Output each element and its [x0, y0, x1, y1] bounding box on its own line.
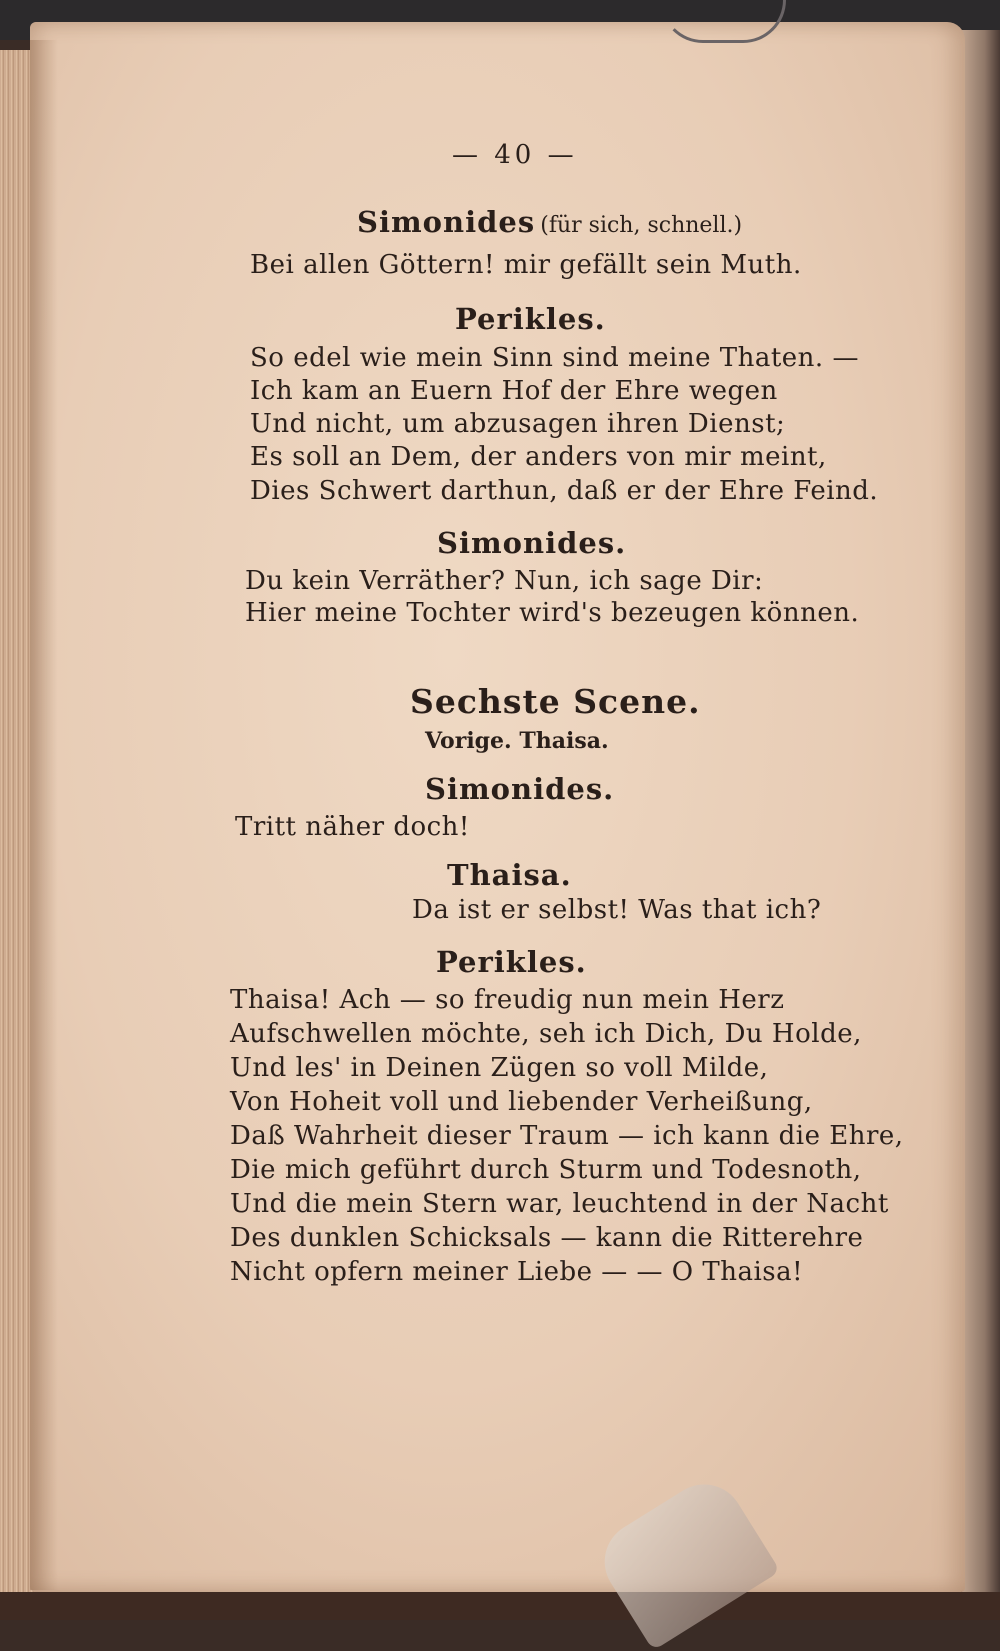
book-binding-bottom	[0, 1592, 1000, 1620]
verse-line: Tritt näher doch!	[235, 812, 470, 842]
book-cover-right	[962, 30, 1000, 1600]
verse-line: Hier meine Tochter wird's bezeugen können.	[245, 598, 860, 628]
verse-line: Die mich geführt durch Sturm und Todesnoth,	[230, 1155, 862, 1185]
speaker-name: Perikles.	[455, 302, 606, 336]
verse-line: So edel wie mein Sinn sind meine Thaten. —	[250, 343, 859, 373]
speaker-heading	[357, 205, 742, 239]
speaker-name: Thaisa.	[447, 858, 572, 892]
speaker-name: Simonides.	[425, 772, 615, 806]
verse-line: Dies Schwert darthun, daß er der Ehre Feind.	[250, 476, 879, 506]
speaker-name: Simonides.	[437, 526, 627, 560]
verse-line: Daß Wahrheit dieser Traum — ich kann die Ehre,	[230, 1121, 904, 1151]
verse-line: Des dunklen Schicksals — kann die Ritterehre	[230, 1223, 864, 1253]
verse-line: Aufschwellen möchte, seh ich Dich, Du Holde,	[230, 1019, 862, 1049]
verse-line: Und die mein Stern war, leuchtend in der Nacht	[230, 1189, 889, 1219]
verse-line: Und nicht, um abzusagen ihren Dienst;	[250, 409, 786, 439]
verse-line: Es soll an Dem, der anders von mir meint,	[250, 442, 827, 472]
stage-direction: (für sich, schnell.)	[540, 213, 743, 238]
verse-line: Thaisa! Ach — so freudig nun mein Herz	[230, 985, 785, 1015]
scene-persons: Vorige. Thaisa.	[425, 728, 609, 754]
verse-line: Ich kam an Euern Hof der Ehre wegen	[250, 376, 778, 406]
verse-line: Da ist er selbst! Was that ich?	[412, 895, 822, 925]
verse-line: Bei allen Göttern! mir gefällt sein Muth.	[250, 250, 802, 280]
verse-line: Nicht opfern meiner Liebe — — O Thaisa!	[230, 1257, 804, 1287]
scene-title: Sechste Scene.	[410, 682, 701, 721]
speaker-name: Perikles.	[436, 945, 587, 979]
gutter-shadow	[30, 40, 58, 1590]
verse-line: Du kein Verräther? Nun, ich sage Dir:	[245, 566, 764, 596]
verse-line: Von Hoheit voll und liebender Verheißung,	[230, 1087, 813, 1117]
speaker-name: Simonides	[357, 205, 536, 239]
verse-line: Und les' in Deinen Zügen so voll Milde,	[230, 1053, 769, 1083]
page-number: — 40 —	[452, 140, 578, 170]
